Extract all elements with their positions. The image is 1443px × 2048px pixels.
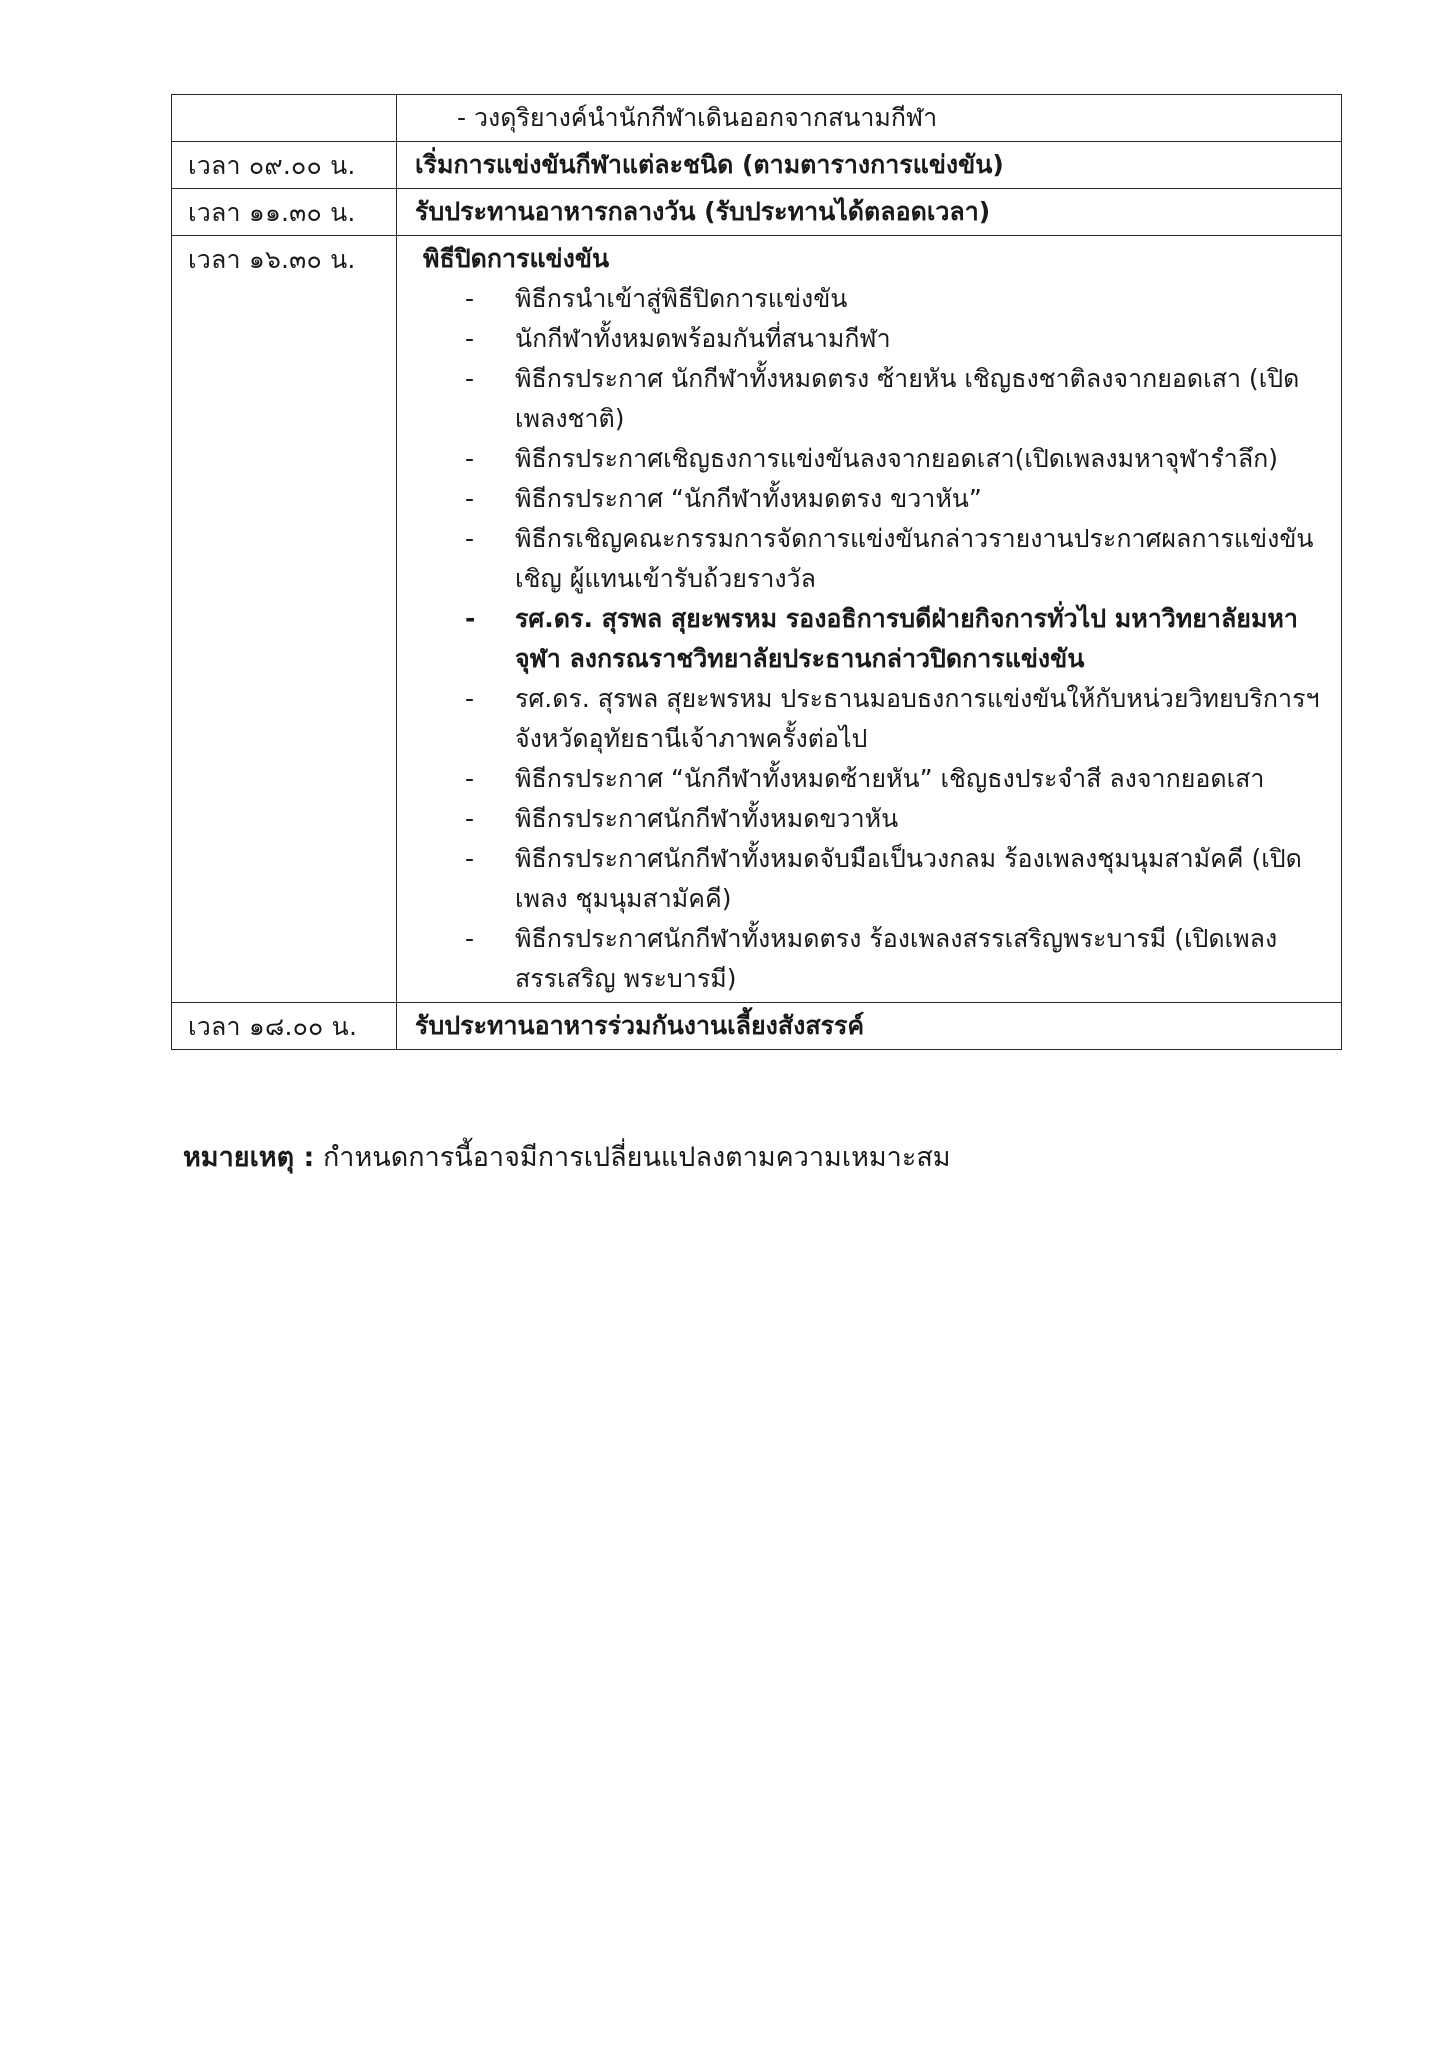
list-item: - พิธีกรประกาศ “นักกีฬาทั้งหมดตรง ขวาหัน” [415,479,1331,519]
activity-cell [397,142,1342,189]
activity-text: - วงดุริยางค์นำนักกีฬาเดินออกจากสนามกีฬา [457,103,938,132]
list-item: - นักกีฬาทั้งหมดพร้อมกันที่สนามกีฬา [415,319,1331,359]
time-label: เวลา ๑๖.๓๐ น. [188,245,356,274]
schedule-row-0900 [172,142,1342,189]
dash-bullet: - [465,804,475,833]
activity-cell [397,189,1342,236]
list-item: - พิธีกรประกาศ นักกีฬาทั้งหมดตรง ซ้ายหัน เชิญธงชาติลงจากยอดเสา (เปิดเพลงชาติ) [415,359,1331,439]
dash-bullet: - [465,524,475,553]
time-label: เวลา ๑๘.๐๐ น. [188,1012,358,1041]
schedule-row-1800 [172,1003,1342,1050]
schedule-table [171,94,1342,1050]
activity-cell [397,1003,1342,1050]
time-cell [172,1003,397,1050]
activity-cell [397,95,1342,142]
time-cell-empty [172,95,397,142]
dash-bullet: - [465,484,475,513]
list-item: - พิธีกรประกาศนักกีฬาทั้งหมดจับมือเป็นวงกลม ร้องเพลงชุมนุมสามัคคี (เปิดเพลง ชุมนุมสามัคคี) [415,839,1331,919]
dash-bullet: - [465,444,475,473]
time-cell [172,189,397,236]
activity-text: รับประทานอาหารร่วมกันงานเลี้ยงสังสรรค์ [415,1011,865,1040]
activity-text: รับประทานอาหารกลางวัน (รับประทานได้ตลอดเวลา) [415,197,991,226]
list-item: - รศ.ดร. สุรพล สุยะพรหม ประธานมอบธงการแข่งขันให้กับหน่วยวิทยบริการฯ จังหวัดอุทัยธานีเจ้าภาพครั้งต่อไป [415,679,1331,759]
dash-bullet: - [465,684,475,713]
remark-note [183,1138,951,1178]
closing-ceremony-list [415,279,1331,999]
time-label: เวลา ๑๑.๓๐ น. [188,198,356,227]
dash-bullet: - [465,764,475,793]
activity-text: เริ่มการแข่งขันกีฬาแต่ละชนิด (ตามตารางการแข่งขัน) [415,150,1004,179]
list-item: - พิธีกรประกาศนักกีฬาทั้งหมดขวาหัน [415,799,1331,839]
schedule-row-1630 [172,236,1342,1003]
dash-bullet: - [465,604,476,633]
time-cell [172,236,397,1003]
dash-bullet: - [465,364,475,393]
list-item-bold: - รศ.ดร. สุรพล สุยะพรหม รองอธิการบดีฝ่ายกิจการทั่วไป มหาวิทยาลัยมหาจุฬา ลงกรณราชวิทยาลัยประธานกล่าวปิดการแข่งขัน [415,599,1331,679]
dash-bullet: - [465,324,475,353]
list-item: - พิธีกรประกาศนักกีฬาทั้งหมดตรง ร้องเพลงสรรเสริญพระบารมี (เปิดเพลงสรรเสริญ พระบารมี) [415,919,1331,999]
time-label: เวลา ๐๙.๐๐ น. [188,151,356,180]
list-item: - พิธีกรประกาศ “นักกีฬาทั้งหมดซ้ายหัน” เชิญธงประจำสี ลงจากยอดเสา [415,759,1331,799]
dash-bullet: - [465,924,475,953]
list-item: - พิธีกรเชิญคณะกรรมการจัดการแข่งขันกล่าวรายงานประกาศผลการแข่งขัน เชิญ ผู้แทนเข้ารับถ้วยรางวัล [415,519,1331,599]
time-cell [172,142,397,189]
activity-cell [397,236,1342,1003]
list-item: - พิธีกรนำเข้าสู่พิธีปิดการแข่งขัน [415,279,1331,319]
remark-label: หมายเหตุ : [183,1142,315,1173]
dash-bullet: - [465,844,475,873]
dash-bullet: - [465,284,475,313]
closing-ceremony-title: พิธีปิดการแข่งขัน [423,244,610,273]
schedule-row-1130 [172,189,1342,236]
remark-text: กำหนดการนี้อาจมีการเปลี่ยนแปลงตามความเหมาะสม [322,1142,951,1173]
schedule-row-0 [172,95,1342,142]
list-item: - พิธีกรประกาศเชิญธงการแข่งขันลงจากยอดเสา(เปิดเพลงมหาจุฬารำลึก) [415,439,1331,479]
